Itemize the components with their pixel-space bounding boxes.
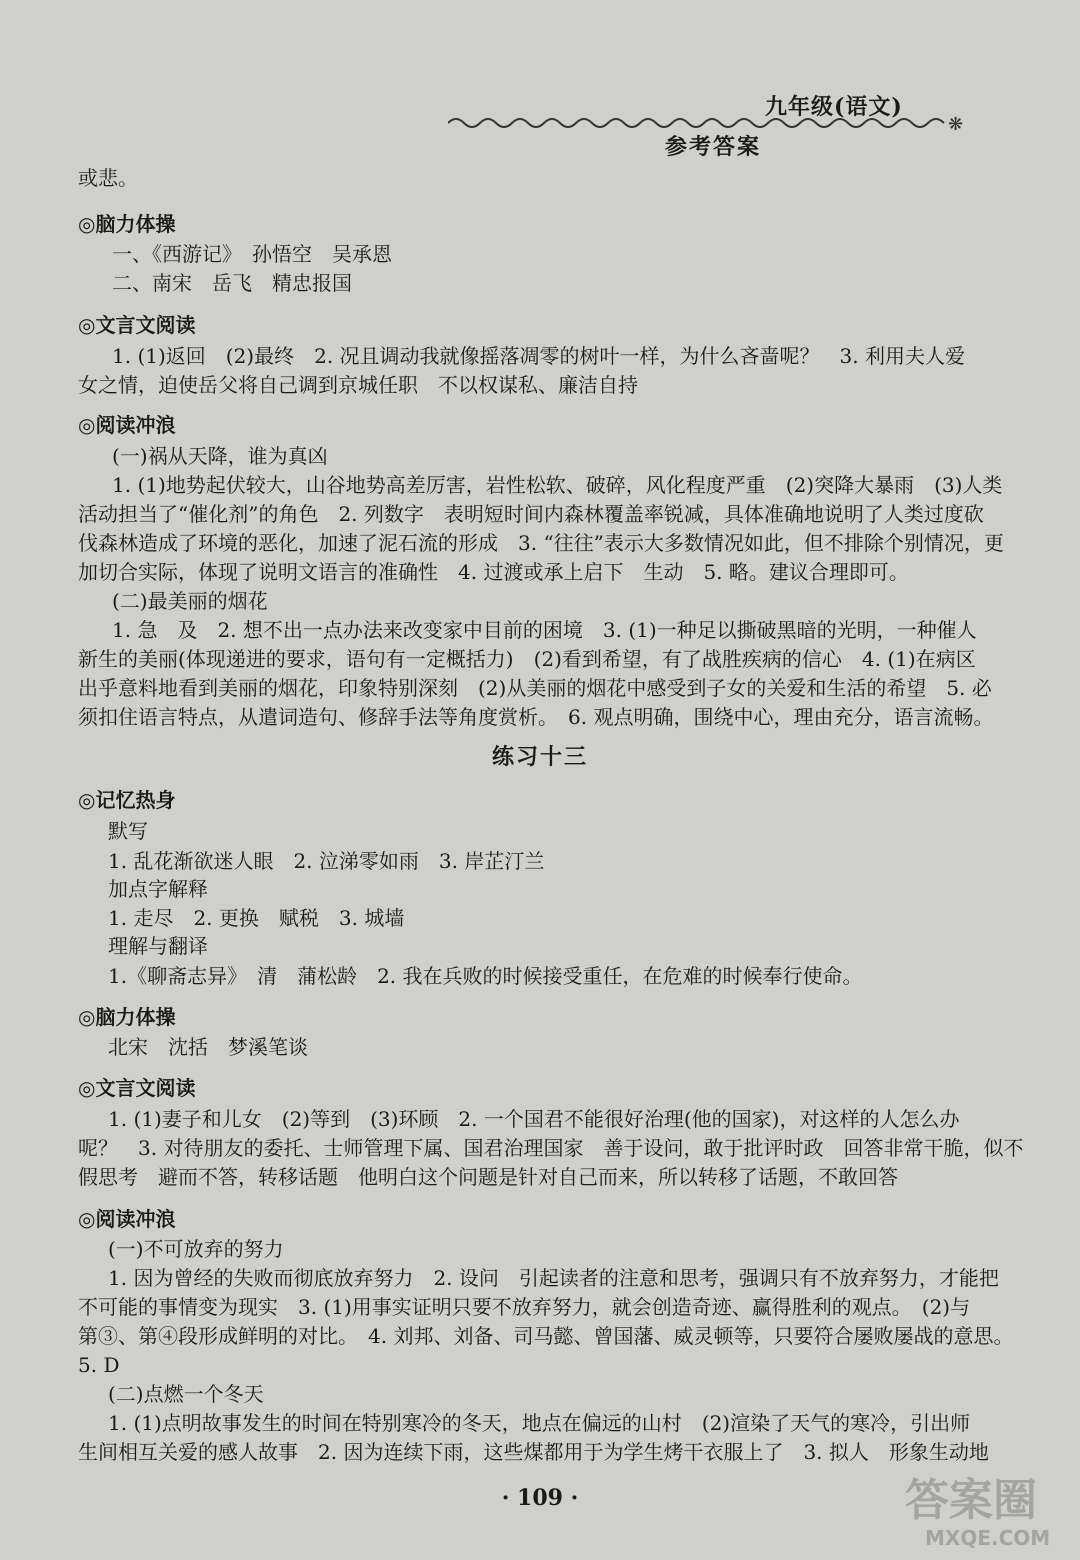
- watermark-logo: [895, 1465, 1065, 1555]
- answer-line: 1. 因为曾经的失败而彻底放弃努力 2. 设问 引起读者的注意和思考，强调只有不放弃努力，才能把: [108, 1266, 999, 1290]
- answer-line: (一)祸从天降，谁为真凶: [112, 444, 328, 468]
- answer-line: 加点字解释: [108, 877, 208, 901]
- answer-line: 北宋 沈括 梦溪笔谈: [108, 1035, 308, 1059]
- section-heading: ◎文言文阅读: [78, 1076, 196, 1100]
- svg-text:❋: ❋: [948, 114, 964, 134]
- answer-line: 1. (1)返回 (2)最终 2. 况且调动我就像摇落凋零的树叶一样，为什么吝啬呢？ 3. 利用夫人爱: [112, 344, 965, 368]
- section-heading: ◎阅读冲浪: [78, 413, 176, 437]
- answer-line: 1. (1)点明故事发生的时间在特别寒冷的冬天，地点在偏远的山村 (2)渲染了天气的寒冷，引出师: [108, 1411, 971, 1435]
- answer-line: 二、南宋 岳飞 精忠报国: [112, 271, 352, 295]
- answer-line: 1. (1)妻子和儿女 (2)等到 (3)环顾 2. 一个国君不能很好治理(他的国家)，对这样的人怎么办: [108, 1107, 960, 1131]
- answer-line: (二)点燃一个冬天: [108, 1382, 264, 1406]
- answer-line: 女之情，迫使岳父将自己调到京城任职 不以权谋私、廉洁自持: [78, 373, 638, 397]
- header-grade: 九年级(语文): [765, 94, 903, 120]
- svg-text:答案圈: 答案圈: [905, 1475, 1037, 1526]
- section-heading: ◎脑力体操: [78, 212, 176, 236]
- answer-line: 生间相互关爱的感人故事 2. 因为连续下雨，这些煤都用于为学生烤干衣服上了 3. 拟人 形象生动地: [78, 1440, 989, 1464]
- answer-line: 第③、第④段形成鲜明的对比。 4. 刘邦、刘备、司马懿、曾国藩、威灵顿等，只要符合屡败屡战的意思。: [78, 1324, 1014, 1348]
- answer-line: 一、《西游记》 孙悟空 吴承恩: [112, 242, 392, 266]
- answer-line: 默写: [108, 819, 148, 843]
- answer-line: 须扣住语言特点，从遣词造句、修辞手法等角度赏析。 6. 观点明确，围绕中心，理由充分，语言流畅。: [78, 705, 994, 729]
- section-heading: ◎记忆热身: [78, 788, 176, 812]
- answer-line: 1. 急 及 2. 想不出一点办法来改变家中目前的困境 3. (1)一种足以撕破黑暗的光明，一种催人: [112, 618, 977, 642]
- answer-line: 呢？ 3. 对待朋友的委托、士师管理下属、国君治理国家 善于设问，敢于批评时政 回答非常干脆，似不: [78, 1136, 1024, 1160]
- section-heading: ◎文言文阅读: [78, 313, 196, 337]
- answer-line: 不可能的事情变为现实 3. (1)用事实证明只要不放弃努力，就会创造奇迹、赢得胜利的观点。 (2)与: [78, 1295, 971, 1319]
- answer-line: 1. 乱花渐欲迷人眼 2. 泣涕零如雨 3. 岸芷汀兰: [108, 849, 545, 873]
- answer-line: 1. 走尽 2. 更换 赋税 3. 城墙: [108, 906, 405, 930]
- section-heading: ◎阅读冲浪: [78, 1207, 176, 1231]
- answer-line: 假思考 避而不答，转移话题 他明白这个问题是针对自己而来，所以转移了话题，不敢回答: [78, 1165, 898, 1189]
- header-title: 参考答案: [665, 134, 762, 160]
- answer-line: 伐森林造成了环境的恶化，加速了泥石流的形成 3. “往往”表示大多数情况如此，但不排除个别情况，更: [78, 531, 1004, 555]
- answer-line: 1. (1)地势起伏较大，山谷地势高差厉害，岩性松软、破碎，风化程度严重 (2)突降大暴雨 (3)人类: [112, 473, 1003, 497]
- answer-line: (二)最美丽的烟花: [112, 589, 268, 613]
- svg-text:MXQE.COM: MXQE.COM: [925, 1526, 1051, 1550]
- answer-line: 新生的美丽(体现递进的要求，语句有一定概括力) (2)看到希望，有了战胜疾病的信心 4. (1)在病区: [78, 647, 976, 671]
- answer-line: 出乎意料地看到美丽的烟花，印象特别深刻 (2)从美丽的烟花中感受到子女的关爱和生活的希望 5. 必: [78, 676, 992, 700]
- page-number: · 109 ·: [501, 1485, 579, 1511]
- answer-line: (一)不可放弃的努力: [108, 1237, 284, 1261]
- answer-line: 理解与翻译: [108, 934, 208, 958]
- answer-line: 5. D: [78, 1353, 120, 1377]
- answer-line: 活动担当了“催化剂”的角色 2. 列数字 表明短时间内森林覆盖率锐减，具体准确地说明了人类过度砍: [78, 502, 984, 526]
- section-heading: ◎脑力体操: [78, 1005, 176, 1029]
- answer-line: 或悲。: [78, 166, 138, 190]
- section-title: 练习十三: [491, 744, 588, 770]
- answer-line: 1.《聊斋志异》 清 蒲松龄 2. 我在兵败的时候接受重任，在危难的时候奉行使命。: [108, 964, 863, 988]
- answer-line: 加切合实际，体现了说明文语言的准确性 4. 过渡或承上启下 生动 5. 略。建议合理即可。: [78, 560, 909, 584]
